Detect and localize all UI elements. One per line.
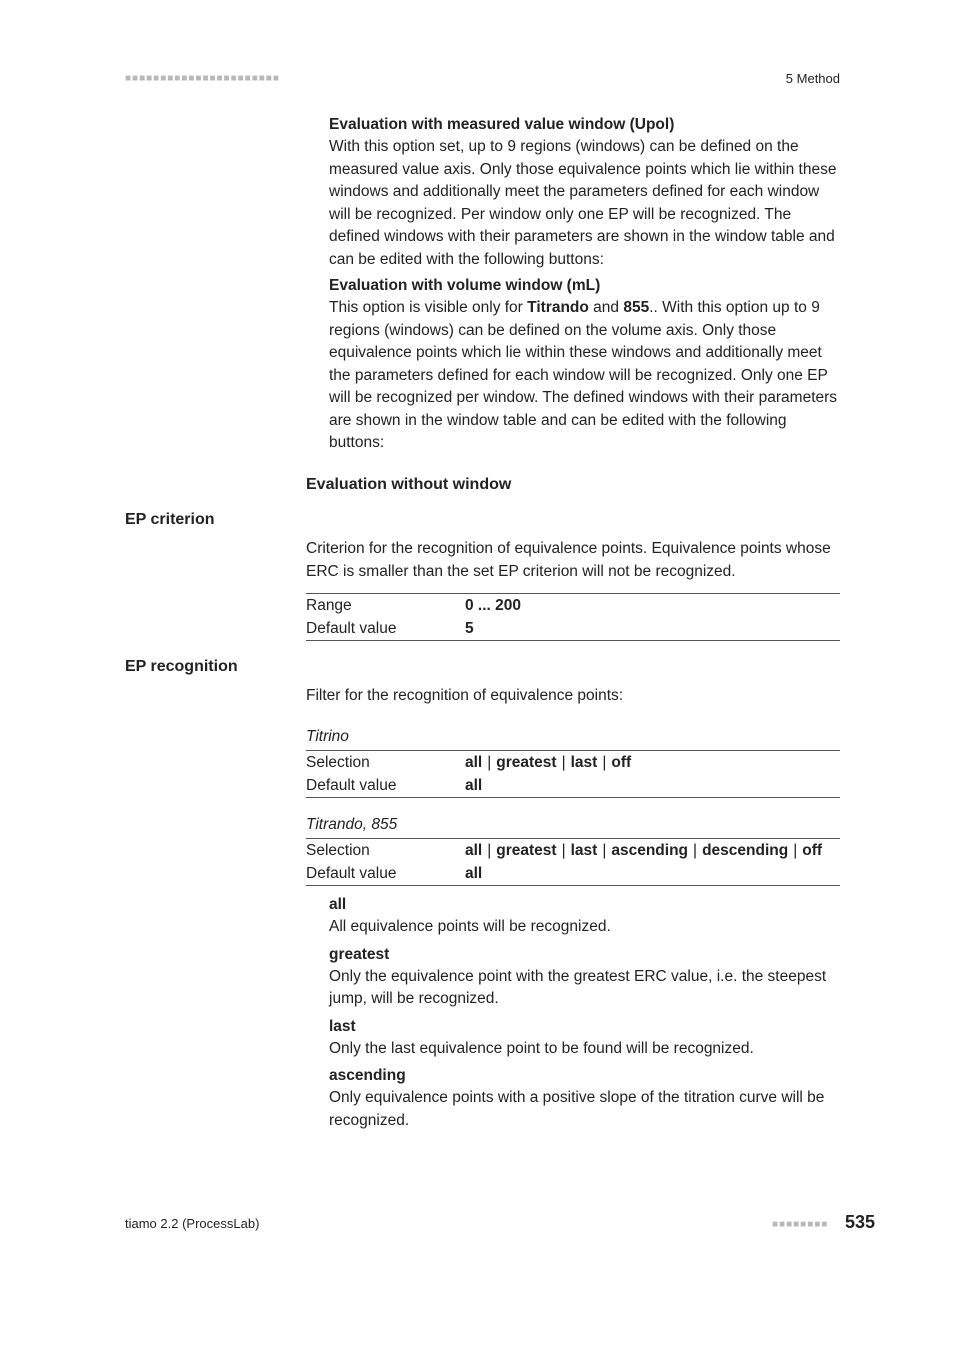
ep-recognition-description: Filter for the recognition of equivalence points: — [306, 687, 624, 704]
selection-option: off — [611, 753, 632, 771]
definition-text: Only equivalence points with a positive slope of the titration curve will be recognized. — [329, 1089, 825, 1129]
selection-options — [465, 754, 631, 772]
footer-product: tiamo 2.2 (ProcessLab) — [125, 1216, 260, 1231]
option-separator: | — [561, 753, 566, 771]
option-separator: | — [602, 753, 607, 771]
ep-recognition-label: EP recognition — [125, 658, 238, 675]
definition-term: ascending — [329, 1067, 406, 1084]
ep-criterion-table — [306, 593, 840, 641]
table-row — [306, 839, 840, 862]
selection-option: off — [802, 841, 823, 859]
titrando-table — [306, 838, 840, 886]
default-key: Default value — [306, 776, 397, 794]
selection-options — [465, 842, 822, 860]
table-row — [306, 862, 840, 885]
window-upol-title: Evaluation with measured value window (Upol) — [329, 116, 675, 133]
default-key: Default value — [306, 619, 397, 637]
range-key: Range — [306, 596, 352, 614]
window-ml-text: This option is visible only for Titrando and 855.. With this option up to 9 regions (windows) can be defined on the volume axis. Only those equivalence points which lie within these windows and additionally meet the parameters defined for each window will be recognized. Only one EP will be recognized per window. The defined windows with their parameters are shown in the window table and can be edited with the following buttons: — [329, 299, 838, 451]
device-855-name: 855 — [623, 299, 650, 316]
titrando-caption: Titrando, 855 — [306, 816, 398, 833]
titrando-name: Titrando — [527, 299, 589, 316]
table-row — [306, 594, 840, 617]
selection-key: Selection — [306, 841, 370, 859]
definition-text: Only the last equivalence point to be found will be recognized. — [329, 1039, 754, 1057]
selection-option: all — [465, 841, 483, 859]
definition-term: all — [329, 896, 347, 913]
option-separator: | — [487, 841, 492, 859]
option-separator: | — [602, 841, 607, 859]
selection-option: ascending — [611, 841, 689, 859]
table-row — [306, 774, 840, 797]
selection-option: last — [570, 841, 598, 859]
default-key: Default value — [306, 864, 397, 882]
option-separator: | — [561, 841, 566, 859]
window-ml-section — [329, 275, 845, 455]
page-number: 535 — [845, 1212, 876, 1232]
titrino-table — [306, 750, 840, 798]
ep-criterion-description: Criterion for the recognition of equivalence points. Equivalence points whose ERC is smaller than the set EP criterion will not be recognized. — [306, 540, 831, 580]
definition-item — [329, 894, 845, 939]
selection-option: greatest — [496, 841, 557, 859]
footer-decoration: ■■■■■■■■ — [772, 1219, 829, 1230]
window-ml-title: Evaluation with volume window (mL) — [329, 277, 601, 294]
definition-item — [329, 1065, 845, 1132]
titrino-caption: Titrino — [306, 728, 349, 745]
definition-item — [329, 1016, 845, 1061]
definition-term: last — [329, 1017, 356, 1035]
ep-criterion-label: EP criterion — [125, 511, 215, 528]
definition-item — [329, 944, 845, 1011]
range-value: 0 ... 200 — [465, 596, 522, 614]
default-value: all — [465, 776, 483, 794]
selection-option: descending — [702, 841, 789, 859]
selection-key: Selection — [306, 753, 370, 771]
definition-text: All equivalence points will be recognized. — [329, 918, 611, 935]
option-separator: | — [693, 841, 698, 859]
chapter-title: 5 Method — [785, 71, 840, 86]
table-row — [306, 617, 840, 640]
window-upol-text: With this option set, up to 9 regions (windows) can be defined on the measured value axis. Only those equivalence points which lie within these windows and additionally meet the parameters defined for each window will be recognized. Per window only one EP will be recognized. The defined windows with their parameters are shown in the window table and can be edited with the following buttons: — [329, 138, 837, 268]
definition-term: greatest — [329, 945, 390, 963]
default-value: all — [465, 864, 483, 882]
selection-option: last — [570, 753, 598, 771]
table-row — [306, 751, 840, 774]
option-separator: | — [487, 753, 492, 771]
window-upol-section — [329, 114, 845, 271]
header-decoration: ■■■■■■■■■■■■■■■■■■■■■■ — [125, 73, 280, 84]
default-value: 5 — [465, 619, 474, 637]
definition-list — [329, 894, 845, 1132]
option-separator: | — [793, 841, 798, 859]
no-window-title: Evaluation without window — [306, 476, 512, 493]
selection-option: all — [465, 753, 483, 771]
definition-text: Only the equivalence point with the greatest ERC value, i.e. the steepest jump, will be recognized. — [329, 967, 827, 1007]
selection-option: greatest — [496, 753, 557, 771]
